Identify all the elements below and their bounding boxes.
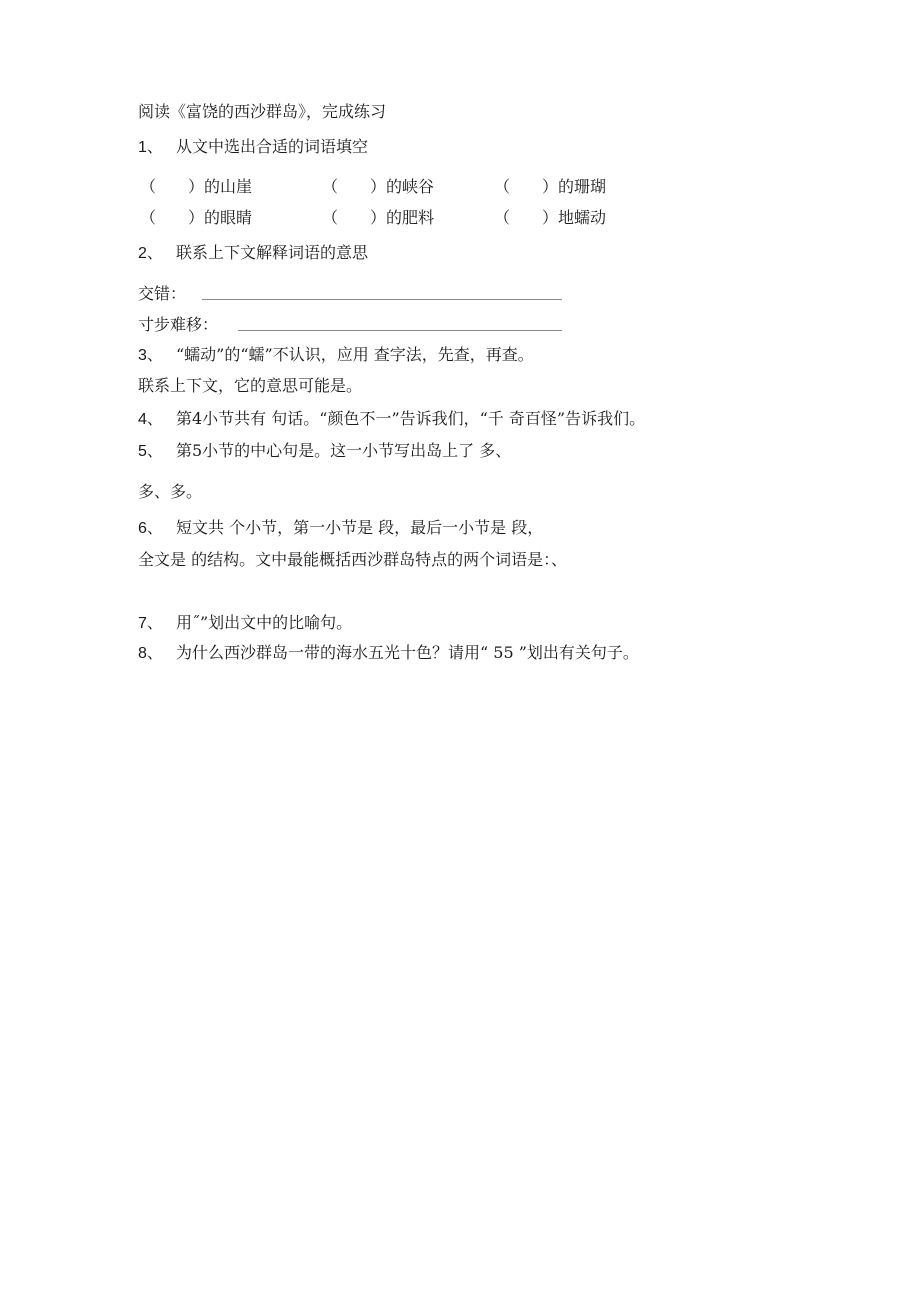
worksheet-title: 阅读《富饶的西沙群岛》，完成练习 — [138, 102, 387, 121]
answer-line-cunbunanyi — [238, 330, 562, 331]
question-5-number: 5、 — [138, 443, 163, 460]
fill-blank-3: （ ）的珊瑚 — [494, 177, 607, 196]
question-3 — [138, 345, 534, 366]
answer-line-jiaocuo — [202, 299, 562, 300]
question-6-text: 短文共 个小节，第一小节是 段，最后一小节是 段， — [176, 518, 544, 537]
question-5-text: 第5小节的中心句是。这一小节写出岛上了 多、 — [176, 441, 512, 460]
question-8-number: 8、 — [138, 645, 163, 662]
question-8-text: 为什么西沙群岛一带的海水五光十色？请用“ 55 ”划出有关句子。 — [176, 643, 639, 662]
fill-blank-6: （ ）地蠕动 — [494, 208, 607, 227]
question-5 — [138, 441, 511, 462]
question-4-number: 4、 — [138, 411, 163, 428]
question-7-text: 用˝”划出文中的比喻句。 — [176, 613, 353, 632]
fill-blank-1: （ ）的山崖 — [140, 177, 253, 196]
question-4-text: 第4小节共有 句话。“颜色不一”告诉我们，“千 奇百怪”告诉我们。 — [176, 409, 646, 428]
question-3-continued: 联系上下文，它的意思可能是。 — [138, 376, 363, 395]
term-jiaocuo-label: 交错： — [138, 284, 187, 303]
question-3-number: 3、 — [138, 347, 163, 364]
question-2-number: 2、 — [138, 245, 163, 262]
question-7-number: 7、 — [138, 615, 163, 632]
question-4 — [138, 409, 645, 430]
question-2 — [138, 243, 368, 264]
fill-blank-5: （ ）的肥料 — [322, 208, 435, 227]
fill-blank-4: （ ）的眼睛 — [140, 208, 253, 227]
question-6-number: 6、 — [138, 520, 163, 537]
question-1 — [138, 137, 368, 158]
fill-blank-2: （ ）的峡谷 — [322, 177, 435, 196]
question-1-text: 从文中选出合适的词语填空 — [176, 137, 369, 156]
term-cunbunanyi-label: 寸步难移： — [138, 315, 219, 334]
question-1-number: 1、 — [138, 139, 163, 156]
question-6 — [138, 518, 543, 539]
question-5-continued: 多、多。 — [138, 482, 203, 501]
question-3-text: “蠕动”的“蠕”不认识，应用 查字法，先查，再查。 — [176, 345, 534, 364]
question-2-text: 联系上下文解释词语的意思 — [176, 243, 369, 262]
question-6-continued: 全文是 的结构。文中最能概括西沙群岛特点的两个词语是：、 — [138, 550, 568, 569]
question-8 — [138, 643, 639, 664]
question-7 — [138, 613, 352, 634]
